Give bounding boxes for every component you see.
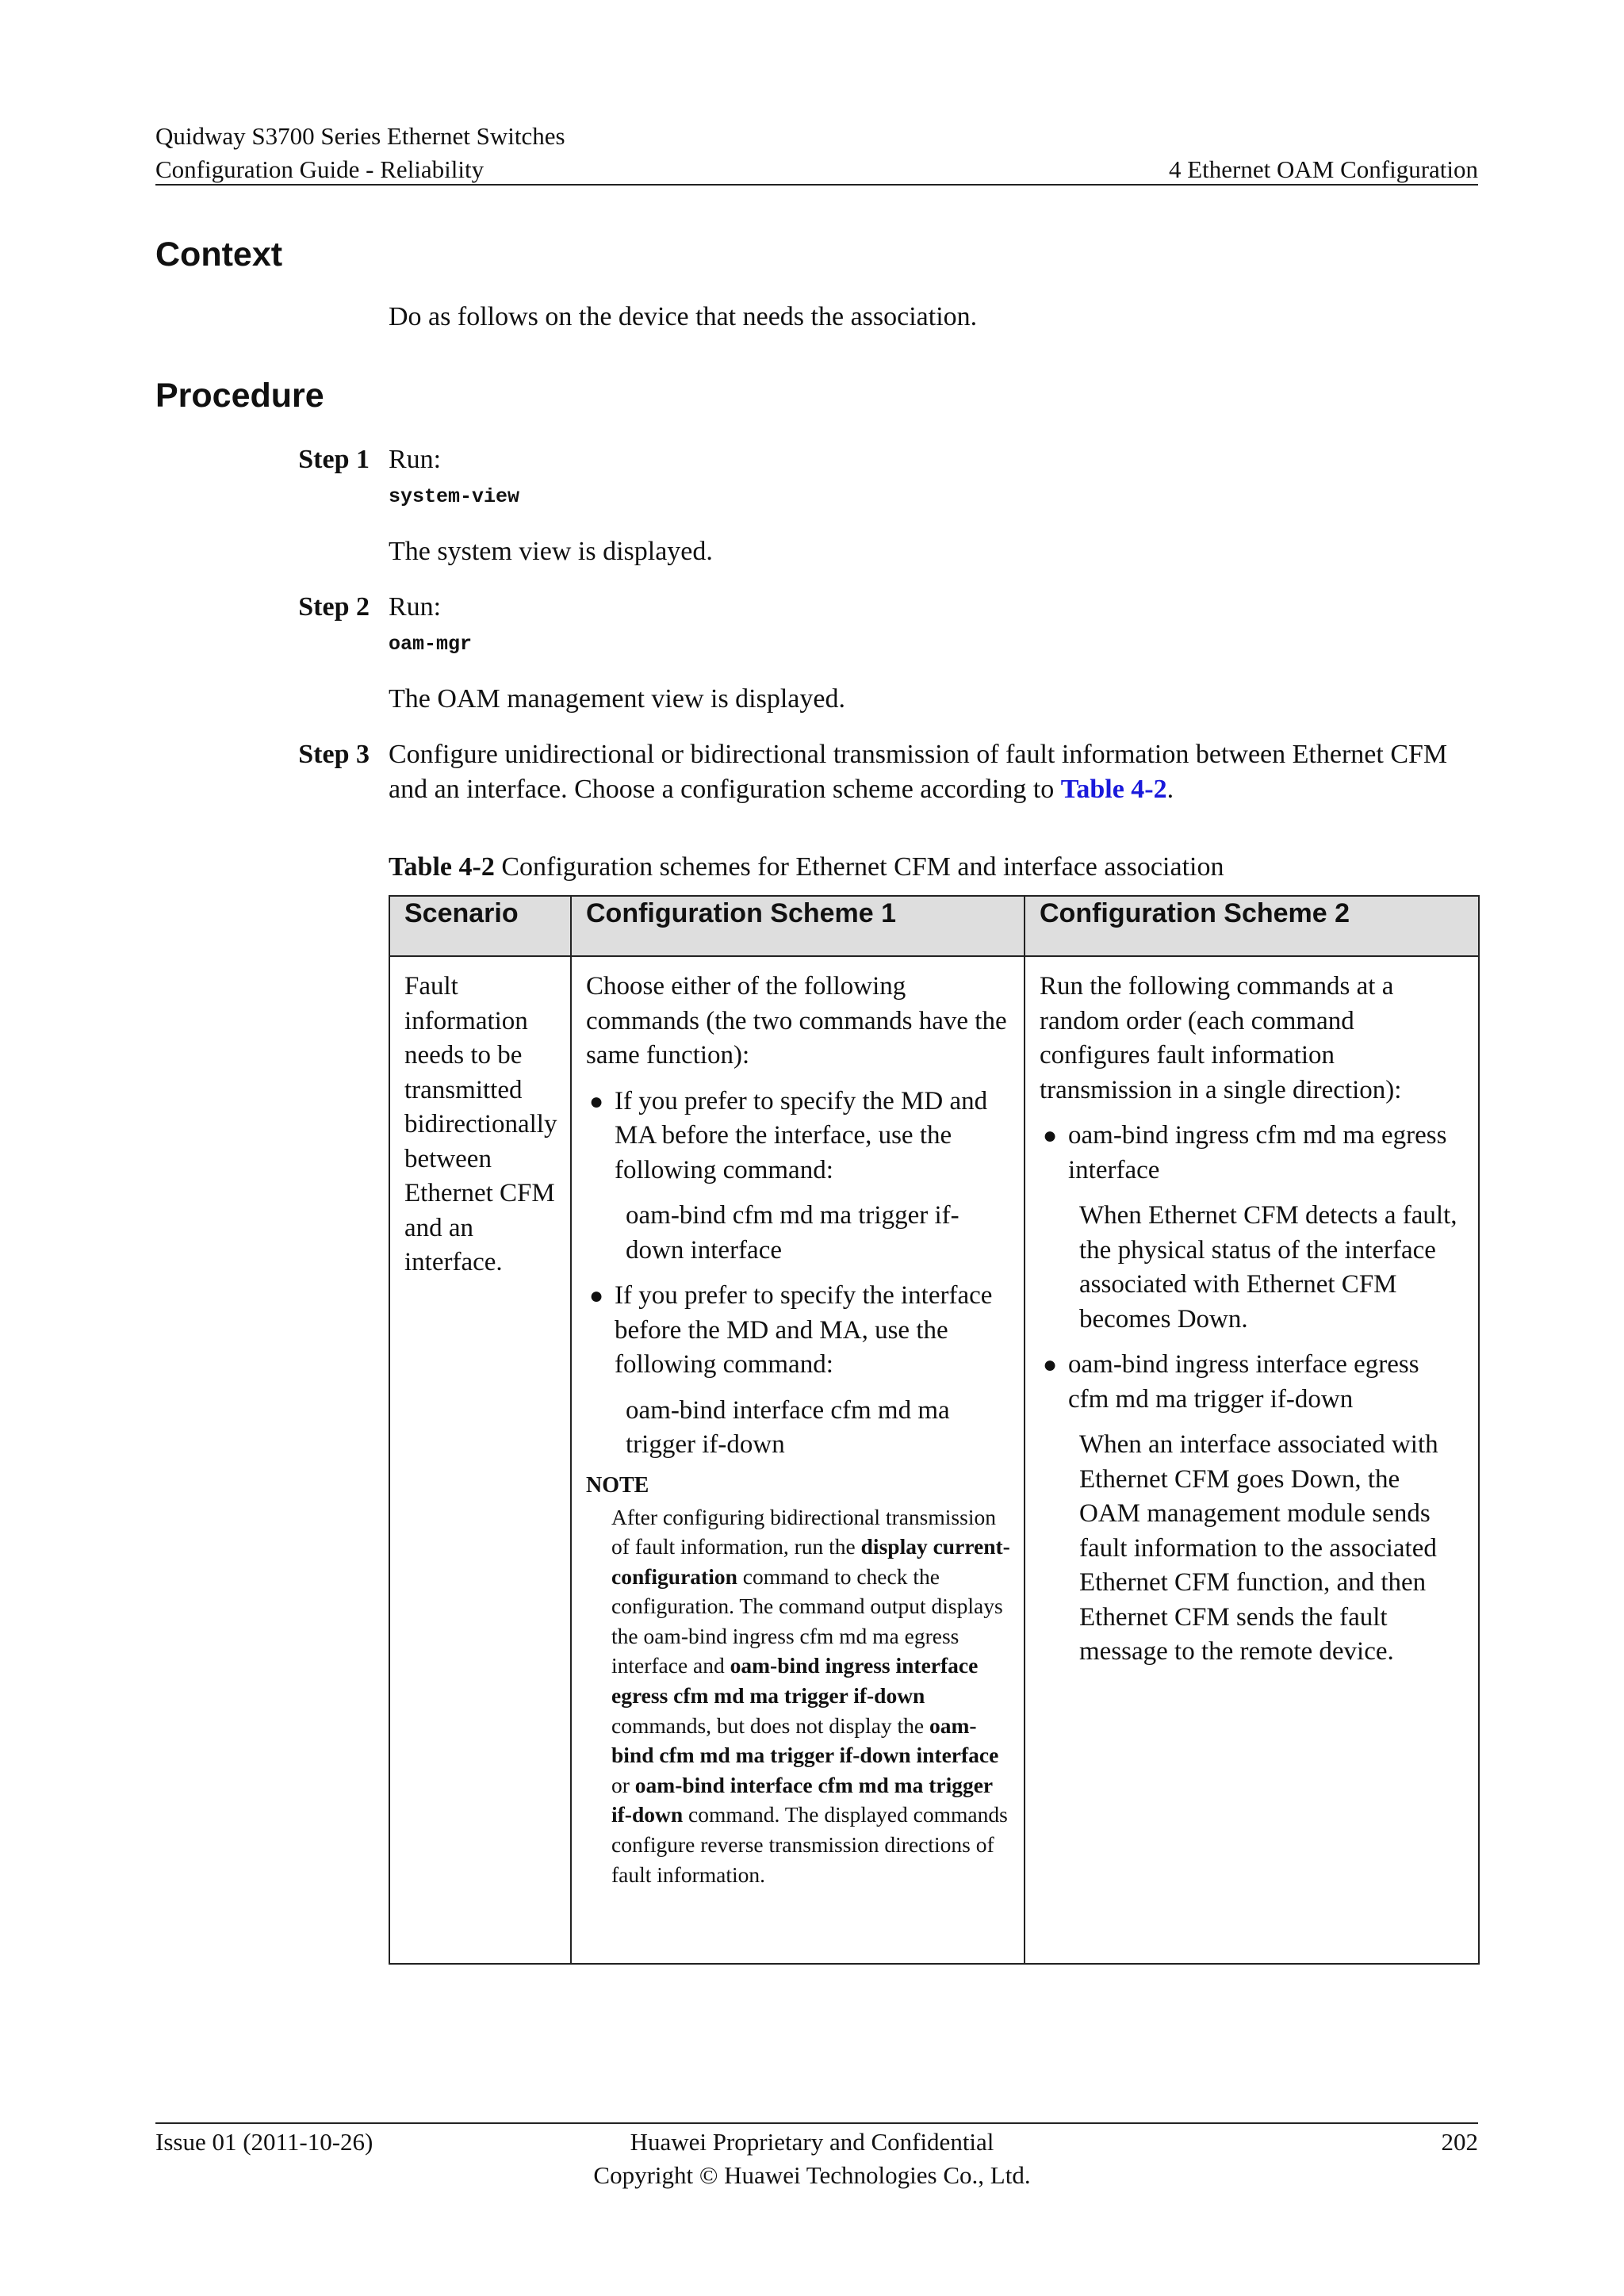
step-3-text-before: Configure unidirectional or bidirectional transmission of fault information between Ethernet CFM and an interface. Choose a configuration scheme according to — [389, 740, 1448, 804]
header-scheme-1: Configuration Scheme 1 — [571, 896, 1025, 956]
step-2-result: The OAM management view is displayed. — [389, 684, 845, 714]
table-header-row — [389, 896, 1479, 956]
procedure-heading: Procedure — [155, 377, 324, 415]
step-2-run: Run: — [389, 592, 442, 622]
table-4-2-link[interactable]: Table 4-2 — [1060, 775, 1167, 804]
context-heading: Context — [155, 235, 283, 274]
scheme-1-bullet-1 — [586, 1085, 1011, 1188]
note-body — [611, 1502, 1011, 1890]
scheme-2-cell — [1025, 956, 1479, 1964]
footer-page-number: 202 — [1441, 2128, 1478, 2156]
scheme-1-bullet-1-text: If you prefer to specify the MD and MA before the interface, use the following command: — [615, 1086, 988, 1184]
footer-rule — [155, 2122, 1478, 2124]
header-scheme-2: Configuration Scheme 2 — [1025, 896, 1479, 956]
step-1-run: Run: — [389, 445, 442, 474]
header-guide: Configuration Guide - Reliability — [155, 155, 485, 183]
scenario-cell: Fault information needs to be transmitted bidirectionally between Ethernet CFM and an interface. — [389, 956, 571, 1964]
scheme-2-bullet-2 — [1040, 1348, 1465, 1417]
bullet-icon: ● — [1043, 1352, 1058, 1378]
header-rule — [155, 184, 1478, 186]
header-chapter: 4 Ethernet OAM Configuration — [1168, 155, 1478, 183]
scheme-2-bullet-2-text: oam-bind ingress interface egress cfm md ma trigger if-down — [1068, 1350, 1419, 1414]
note-command: oam-bind cfm md ma trigger if-down interface — [611, 1712, 999, 1768]
scheme-2-bullet-1-description: When Ethernet CFM detects a fault, the physical status of the interface associated with Ethernet CFM becomes Down. — [1079, 1201, 1457, 1334]
footer-issue: Issue 01 (2011-10-26) — [155, 2128, 373, 2156]
step-3-text — [389, 737, 1478, 807]
configuration-schemes-table — [389, 895, 1480, 1965]
note-title: NOTE — [586, 1472, 649, 1498]
note-command: oam-bind ingress interface egress cfm md ma trigger if-down — [611, 1653, 979, 1709]
scheme-2-intro: Run the following commands at a random order (each command configures fault information transmission in a single direction): — [1040, 972, 1402, 1104]
scheme-1-bullet-2 — [586, 1279, 1011, 1383]
step-3-text-after: . — [1166, 775, 1174, 804]
scheme-1-intro: Choose either of the following commands (the two commands have the same function): — [586, 972, 1007, 1070]
bullet-icon: ● — [1043, 1123, 1058, 1149]
note-text: or — [611, 1772, 635, 1797]
note-text: command. The displayed commands configure reverse transmission directions of fault information. — [611, 1802, 1008, 1887]
note-text: command to check the configuration. The command output displays the oam-bind ingress cfm md ma egress interface and — [611, 1563, 1003, 1678]
scheme-2-bullet-2-description: When an interface associated with Ethernet CFM goes Down, the OAM management module sends fault information to the associated Ethernet CFM function, and then Ethernet CFM sends the fault message to the remote device. — [1079, 1430, 1438, 1666]
scheme-1-cell — [571, 956, 1025, 1964]
footer-copyright: Copyright © Huawei Technologies Co., Ltd. — [593, 2161, 1031, 2189]
scheme-2-bullet-1-text: oam-bind ingress cfm md ma egress interface — [1068, 1121, 1447, 1184]
header-product: Quidway S3700 Series Ethernet Switches — [155, 122, 565, 150]
step-2-label: Step 2 — [298, 592, 370, 622]
note-text: commands, but does not display the — [611, 1712, 929, 1738]
scheme-1-bullet-2-command: oam-bind interface cfm md ma trigger if-down — [626, 1395, 950, 1459]
table-caption-text: Configuration schemes for Ethernet CFM and interface association — [494, 852, 1224, 882]
note-text: After configuring bidirectional transmission of fault information, run the — [611, 1504, 996, 1559]
scheme-2-bullet-1 — [1040, 1119, 1465, 1188]
scheme-1-bullet-2-text: If you prefer to specify the interface before the MD and MA, use the following command: — [615, 1281, 993, 1379]
step-3-label: Step 3 — [298, 740, 370, 769]
context-text: Do as follows on the device that needs the association. — [389, 302, 978, 331]
note-command: oam-bind interface cfm md ma trigger if-down — [611, 1772, 993, 1827]
table-row — [389, 956, 1479, 1964]
table-caption-label: Table 4-2 — [389, 852, 495, 882]
step-1-command: system-view — [389, 485, 520, 508]
table-caption — [389, 850, 1224, 885]
header-scenario: Scenario — [389, 896, 571, 956]
note-command: display current-configuration — [611, 1534, 1010, 1589]
scheme-1-bullet-1-command: oam-bind cfm md ma trigger if-down interface — [626, 1201, 959, 1265]
bullet-icon: ● — [589, 1088, 604, 1115]
step-1-label: Step 1 — [298, 445, 370, 474]
footer-confidential: Huawei Proprietary and Confidential — [630, 2128, 994, 2156]
bullet-icon: ● — [589, 1283, 604, 1309]
step-2-command: oam-mgr — [389, 633, 473, 656]
step-1-result: The system view is displayed. — [389, 537, 713, 566]
